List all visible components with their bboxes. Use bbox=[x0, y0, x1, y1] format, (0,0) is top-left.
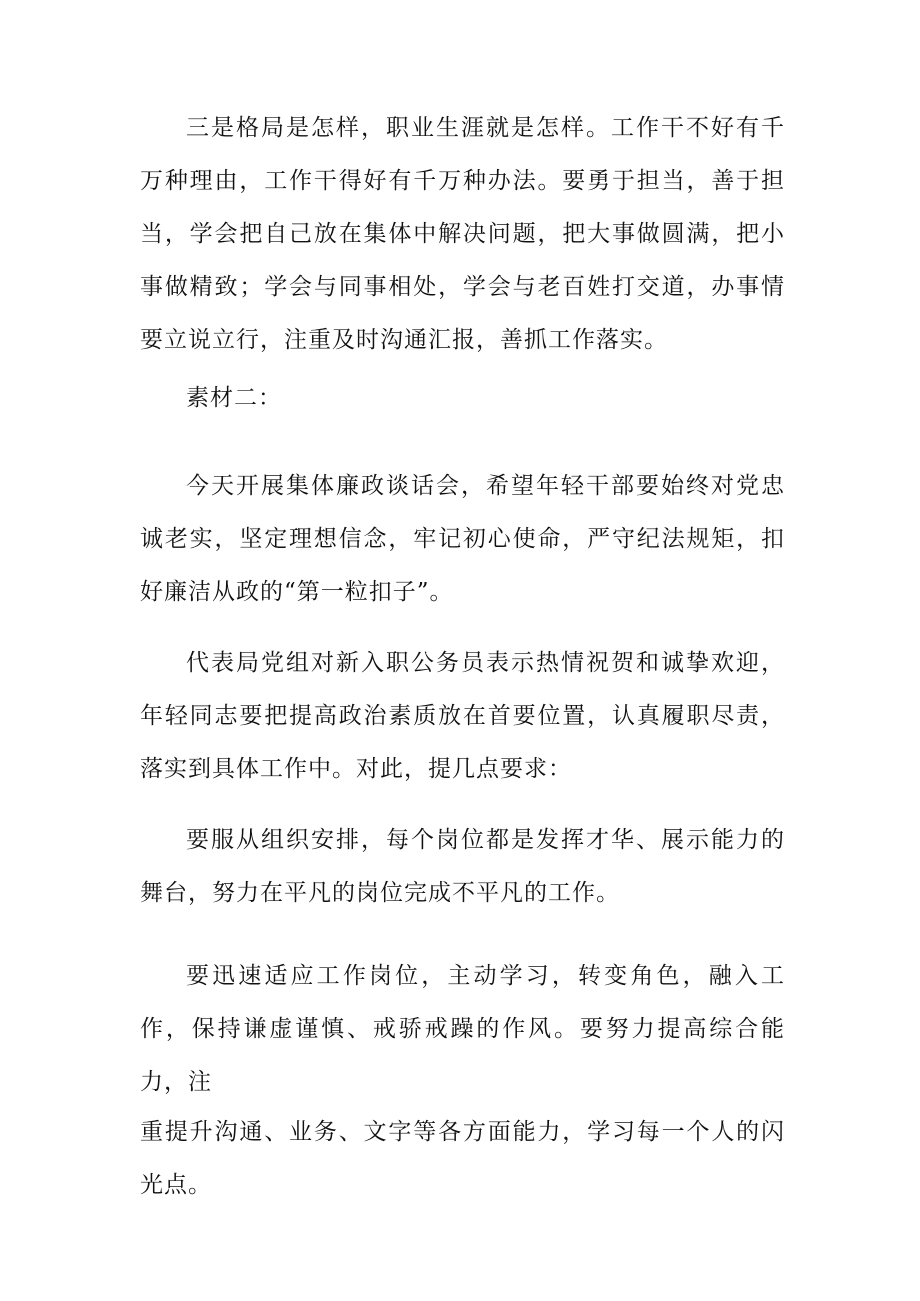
paragraph-career-outlook: 三是格局是怎样，职业生涯就是怎样。工作干不好有千万种理由，工作干得好有千万种办法。要勇于担当，善于担当，学会把自己放在集体中解决问题，把大事做圆满，把小事做精致；学会与同事相处，学会与老百姓打交道，办事情要立说立行，注重及时沟通汇报，善抓工作落实。 bbox=[140, 115, 785, 353]
section-heading-material-two: 素材二： bbox=[186, 385, 282, 411]
paragraph-obey-arrangement: 要服从组织安排，每个岗位都是发挥才华、展示能力的舞台，努力在平凡的岗位完成不平凡的工作。 bbox=[140, 827, 785, 906]
paragraph-improve-abilities: 重提升沟通、业务、文字等各方面能力，学习每一个人的闪光点。 bbox=[140, 1119, 785, 1198]
paragraph-integrity-talk: 今天开展集体廉政谈话会，希望年轻干部要始终对党忠诚老实，坚定理想信念，牢记初心使命，严守纪法规矩，扣好廉洁从政的“第一粒扣子”。 bbox=[140, 473, 785, 605]
paragraph-welcome-new-staff: 代表局党组对新入职公务员表示热情祝贺和诚挚欢迎，年轻同志要把提高政治素质放在首要位置，认真履职尽责，落实到具体工作中。对此，提几点要求： bbox=[140, 650, 785, 782]
paragraph-adapt-to-post: 要迅速适应工作岗位，主动学习，转变角色，融入工作，保持谦虚谨慎、戒骄戒躁的作风。要努力提高综合能力，注 bbox=[140, 963, 785, 1095]
